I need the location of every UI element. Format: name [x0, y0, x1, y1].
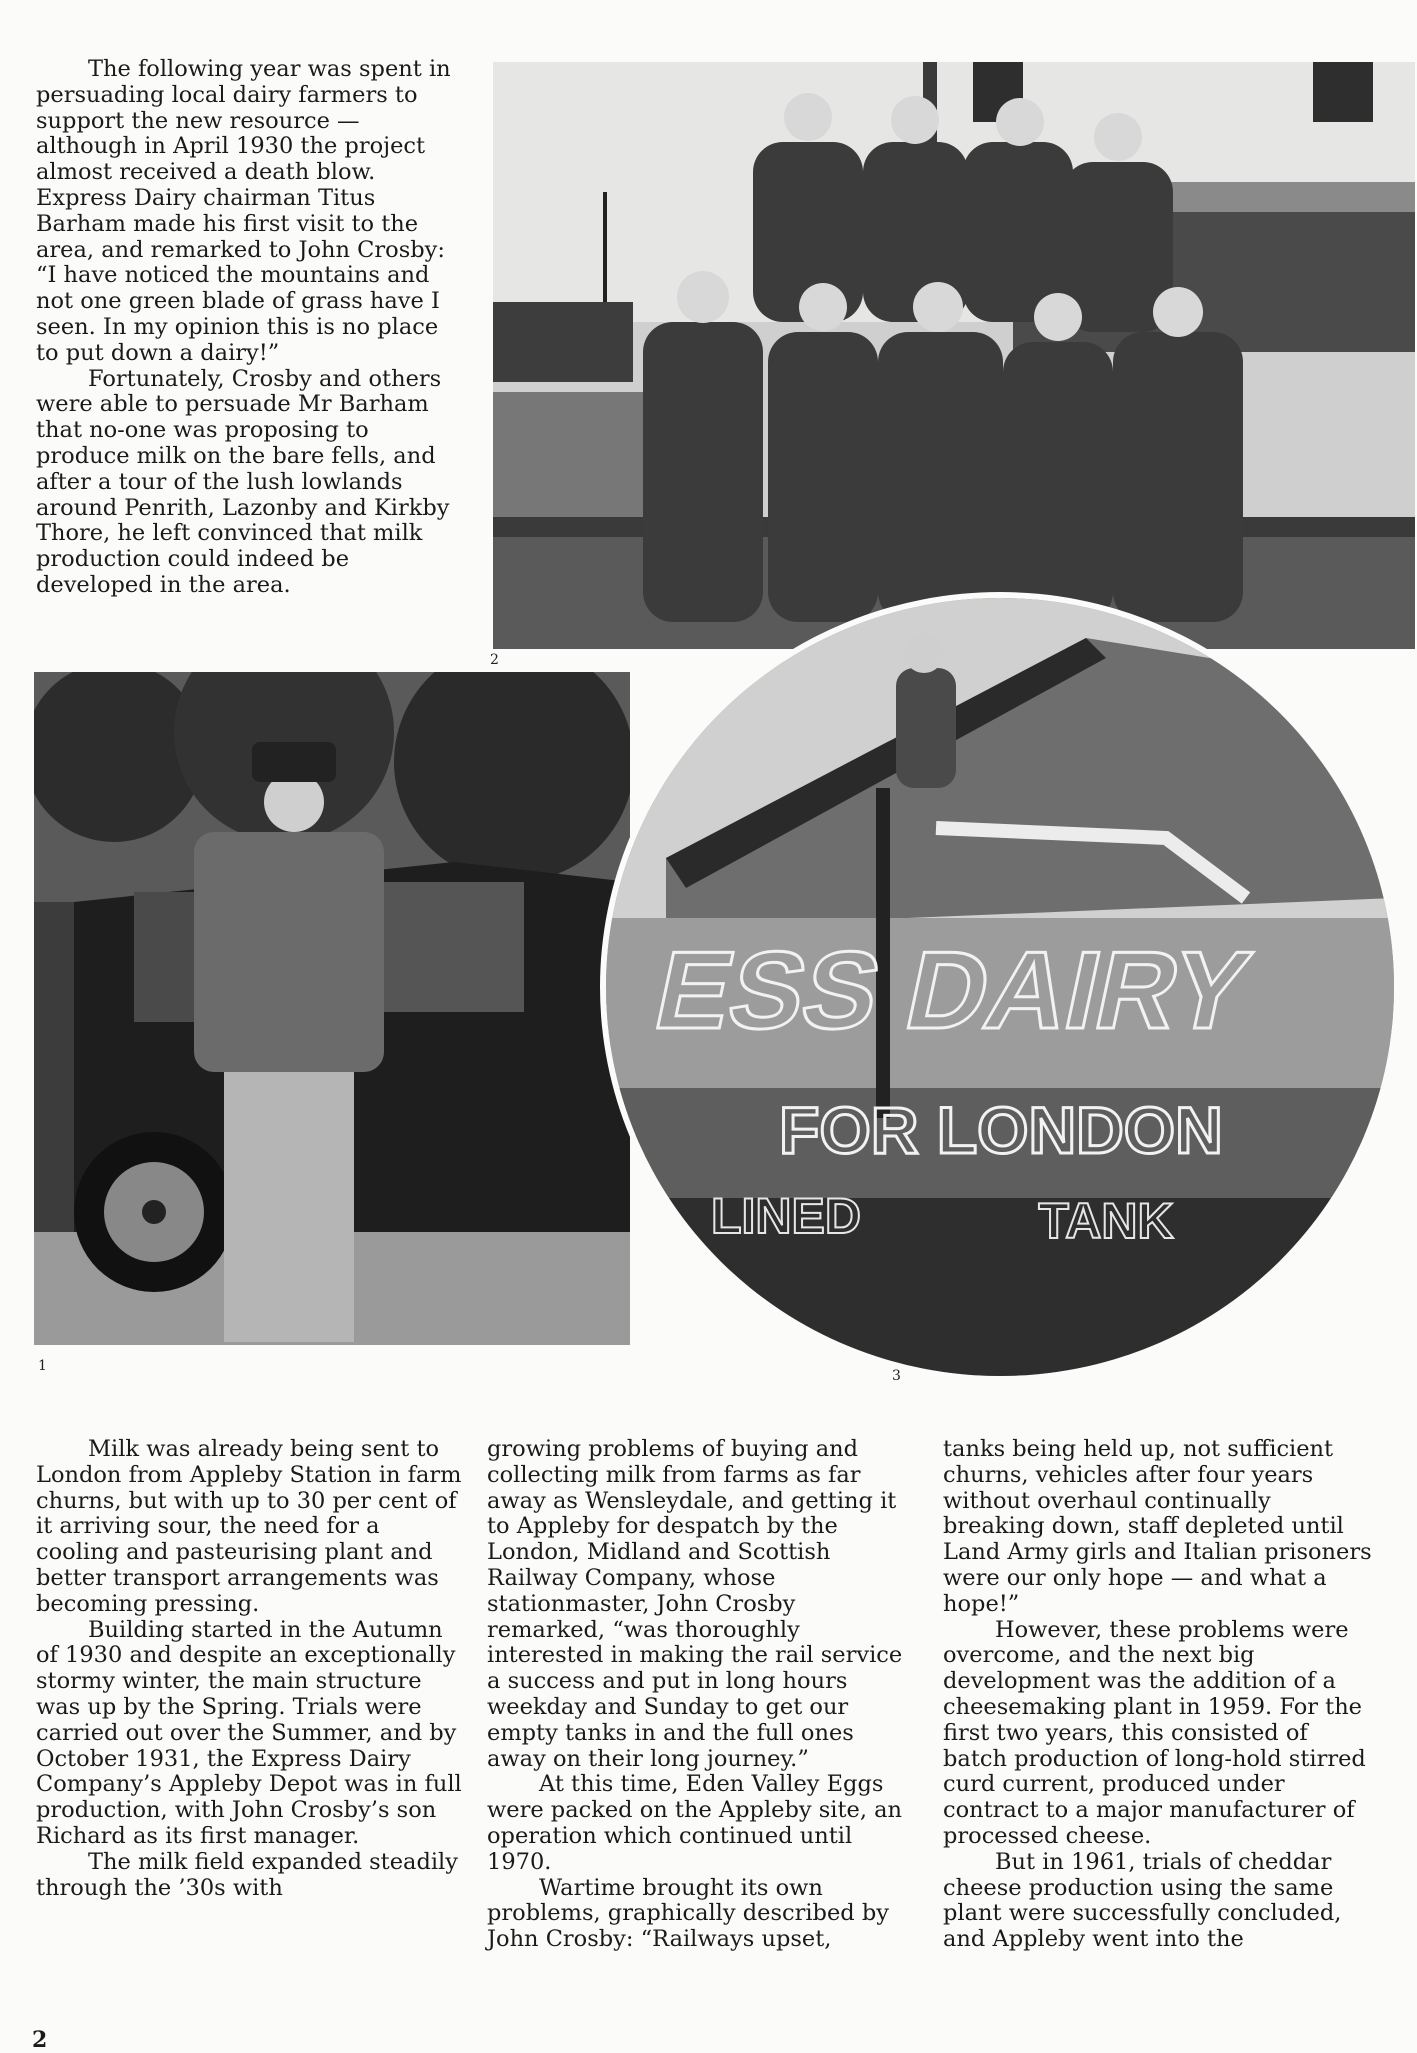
figure-number-1: 1: [38, 1358, 47, 1374]
body-paragraph: growing problems of buying and collecting milk from farms as far away as Wensleydale, and getting it to Appleby for despatch by the London, Midland and Scottish Railway Company, whose stationmaster, John Crosby remarked, “was thoroughly interested in making the rail service a success and put in long hours weekday and Sunday to get our empty tanks in and the full ones away on their long journey.”: [487, 1436, 903, 1772]
photo-man-with-car: [34, 672, 630, 1345]
intro-text: [36, 57, 466, 599]
body-paragraph: Wartime brought its own problems, graphically described by John Crosby: “Railways upset,: [487, 1874, 889, 1953]
figure-number-2: 2: [490, 652, 499, 668]
photo-dairy-workers-group: [493, 62, 1415, 649]
body-paragraph: But in 1961, trials of cheddar cheese production using the same plant were successfully concluded, and Appleby went into the: [943, 1848, 1342, 1953]
group-photo-illustration: [493, 62, 1415, 649]
tank-lettering-for-london: FOR LONDON: [779, 1093, 1223, 1167]
intro-paragraph: Fortunately, Crosby and others were able to persuade Mr Barham that no-one was proposing to produce milk on the bare fells, and after a tour of the lush lowlands around Penrith, Lazonby and Kirkby Thore, he left convinced that milk production could indeed be developed in the area.: [36, 365, 450, 598]
tank-photo-illustration: [606, 598, 1394, 1376]
body-paragraph: At this time, Eden Valley Eggs were packed on the Appleby site, an operation which continued until 1970.: [487, 1771, 903, 1875]
page-number: 2: [32, 2027, 48, 2053]
body-paragraph: The milk field expanded steadily through the ’30s with: [36, 1848, 458, 1901]
tank-lettering-lined: LINED: [711, 1188, 861, 1244]
photo-milk-tank-wagon: [600, 592, 1400, 1382]
body-paragraph: Building started in the Autumn of 1930 and despite an exceptionally stormy winter, the main structure was up by the Spring. Trials were carried out over the Summer, and by October 1931, the Express Dairy Company’s Appleby Depot was in full production, with John Crosby’s son Richard as its first manager.: [36, 1616, 462, 1849]
body-paragraph: However, these problems were overcome, and the next big development was the addition of a cheesemaking plant in 1959. For the first two years, this consisted of batch production of long-hold stirred curd current, produced under contract to a major manufacturer of processed cheese.: [943, 1616, 1366, 1849]
body-paragraph: Milk was already being sent to London from Appleby Station in farm churns, but with up to 30 per cent of it arriving sour, the need for a cooling and pasteurising plant and better transport arrangements was becoming pressing.: [36, 1436, 462, 1617]
tank-lettering-ess-dairy: ESS DAIRY: [645, 928, 1261, 1052]
tank-lettering-tank: TANK: [1038, 1193, 1174, 1249]
body-column-1: [36, 1437, 466, 1901]
body-column-3: [943, 1437, 1373, 1953]
intro-paragraph: The following year was spent in persuading local dairy farmers to support the new resource — although in April 1930 the project almost received a death blow. Express Dairy chairman Titus Barham made his first visit to the area, and remarked to John Crosby: “I have noticed the mountains and not one green blade of grass have I seen. In my opinion this is no place to put down a dairy!”: [36, 56, 451, 366]
body-paragraph: tanks being held up, not sufficient churns, vehicles after four years without overhaul continually breaking down, staff depleted until Land Army girls and Italian prisoners were our only hope — and what a hope!”: [943, 1436, 1372, 1617]
car-photo-illustration: [34, 672, 630, 1345]
body-column-2: [487, 1437, 917, 1953]
figure-number-3: 3: [892, 1368, 901, 1384]
